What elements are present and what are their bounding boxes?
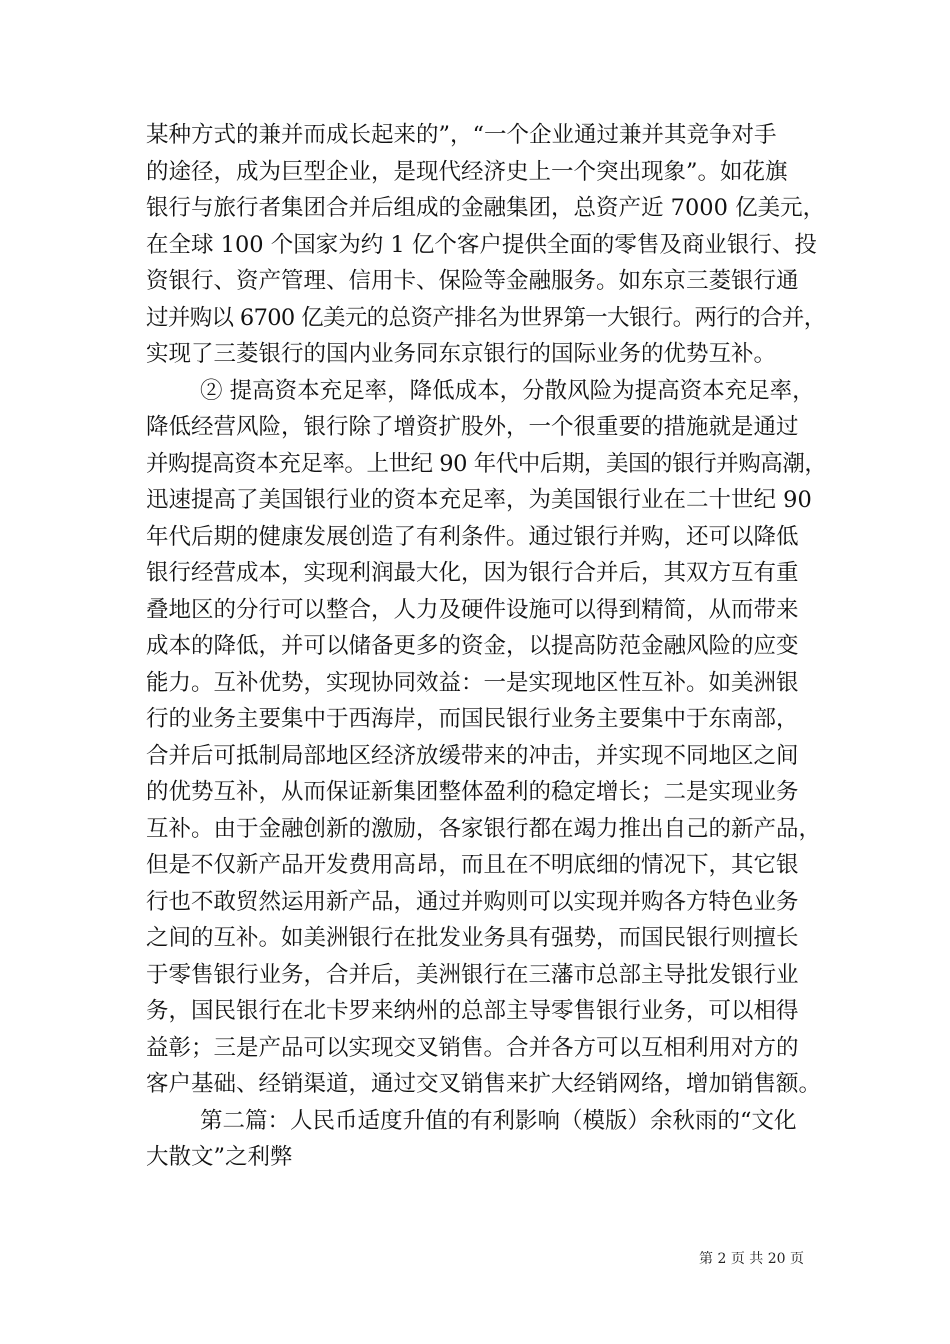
text-line: 的途径，成为巨型企业，是现代经济史上一个突出现象”。如花旗 [146, 158, 788, 185]
text-line: 的优势互补，从而保证新集团整体盈利的稳定增长；二是实现业务 [146, 779, 799, 805]
text-line: 行也不敢贸然运用新产品，通过并购则可以实现并购各方特色业务 [146, 888, 799, 915]
text-line: 某种方式的兼并而成长起来的”，“一个企业通过兼并其竞争对手 [146, 122, 777, 148]
text-line: 但是不仅新产品开发费用高昂，而且在不明底细的情况下，其它银 [146, 852, 799, 878]
text-line: 在全球 100 个国家为约 1 亿个客户提供全面的零售及商业银行、投 [146, 231, 817, 258]
text-line: 互补。由于金融创新的激励，各家银行都在竭力推出自己的新产品， [146, 815, 822, 842]
text-line: 于零售银行业务，合并后，美洲银行在三藩市总部主导批发银行业 [146, 961, 799, 988]
text-line: 合并后可抵制局部地区经济放缓带来的冲击，并实现不同地区之间 [146, 742, 799, 769]
text-line: 资银行、资产管理、信用卡、保险等金融服务。如东京三菱银行通 [146, 268, 799, 294]
text-line: 成本的降低，并可以储备更多的资金，以提高防范金融风险的应变 [146, 633, 799, 659]
text-line: 益彰；三是产品可以实现交叉销售。合并各方可以互相利用对方的 [146, 1034, 799, 1061]
body-text [146, 117, 826, 1176]
text-line: 迅速提高了美国银行业的资本充足率，为美国银行业在二十世纪 90 [146, 487, 812, 513]
text-line: 银行经营成本，实现利润最大化，因为银行合并后，其双方互有重 [146, 560, 799, 586]
text-line: 客户基础、经销渠道，通过交叉销售来扩大经销网络，增加销售额。 [146, 1071, 822, 1097]
text-line: 能力。互补优势，实现协同效益：一是实现地区性互补。如美洲银 [146, 669, 799, 696]
text-line: ② 提高资本充足率，降低成本，分散风险为提高资本充足率， [200, 377, 815, 404]
text-line: 第二篇：人民币适度升值的有利影响（模版）余秋雨的“文化 [200, 1107, 797, 1134]
text-line: 叠地区的分行可以整合，人力及硬件设施可以得到精简，从而带来 [146, 596, 799, 623]
text-line: 务，国民银行在北卡罗来纳州的总部主导零售银行业务，可以相得 [146, 998, 799, 1024]
text-line: 过并购以 6700 亿美元的总资产排名为世界第一大银行。两行的合并， [146, 304, 826, 331]
text-line: 行的业务主要集中于西海岸，而国民银行业务主要集中于东南部， [146, 706, 799, 732]
text-line: 降低经营风险，银行除了增资扩股外，一个很重要的措施就是通过 [146, 414, 799, 440]
page-number: 第 2 页 共 20 页 [699, 1251, 804, 1267]
text-line: 大散文”之利弊 [146, 1144, 293, 1170]
text-line: 并购提高资本充足率。上世纪 90 年代中后期，美国的银行并购高潮， [146, 450, 827, 477]
text-line: 实现了三菱银行的国内业务同东京银行的国际业务的优势互补。 [146, 341, 777, 367]
text-line: 银行与旅行者集团合并后组成的金融集团，总资产近 7000 亿美元， [146, 195, 826, 221]
text-line: 之间的互补。如美洲银行在批发业务具有强势，而国民银行则擅长 [146, 925, 799, 951]
text-line: 年代后期的健康发展创造了有利条件。通过银行并购，还可以降低 [146, 523, 799, 550]
